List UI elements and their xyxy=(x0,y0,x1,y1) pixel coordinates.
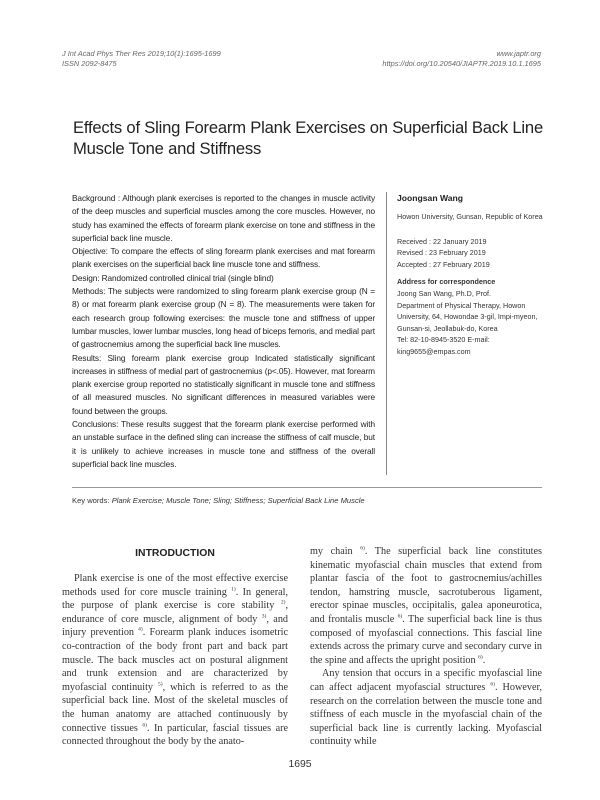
body-column-right xyxy=(310,545,542,749)
journal-website-link[interactable]: www.japtr.org xyxy=(496,49,541,58)
article-title: Effects of Sling Forearm Plank Exercises on Superficial Back Line Muscle Tone and Stiffness xyxy=(73,118,543,158)
revised-date: Revised : 23 February 2019 xyxy=(397,248,486,258)
abstract-results: Results: Sling forearm plank exercise group Indicated statistically significant increases in stiffness of medial part of gastrocnemius (p<.05). However, mat forearm plank exercise group reported no statistically significant in muscle tone and stiffness of all measured muscles. No significant differences in measured variables were found between the groups. xyxy=(72,352,375,416)
intro-paragraph-1: Plank exercise is one of the most effective exercise methods used for core muscle training $^{1)}$. In general, the purpose of plank exercise is core stability $^{2)}$, endurance of core muscle, alignment of body $^{3)}$, and injury prevention $^{4)}$. Forearm plank induces isometric co-contraction of the body front part and back part muscle. The back muscles act on postural alignment and trunk extension and are characterized by myofascial continuity $^{5)}$, which is referred to as the superficial back line. Most of the skeletal muscles of the human anatomy are attached continuously by connective tissues $^{6)}$. In particular, fascial tissues are connected throughout the body by the anato- xyxy=(62,573,289,748)
issn: ISSN 2092-8475 xyxy=(62,59,117,68)
citation-ref[interactable]: 5) xyxy=(158,681,163,688)
correspondence-tel: Tel: 82-10-8945-3520 E-mail: xyxy=(397,335,490,345)
journal-header-right xyxy=(382,49,541,69)
intro-paragraph-2: Any tension that occurs in a specific myofascial line can affect adjacent myofascial structures $^{6)}$. However, research on the correlation between the muscle tone and stiffness of each muscle in the myofascial chain of the superficial back line is currently lacking. Myofascial continuity while xyxy=(310,668,542,748)
author-sidebar xyxy=(397,192,544,358)
abstract-objective: Objective: To compare the effects of sling forearm plank exercises and mat forearm plank exercises on the superficial back line muscle tone and stiffness. xyxy=(72,246,375,270)
accepted-date: Accepted : 27 February 2019 xyxy=(397,259,490,269)
page-number: 1695 xyxy=(288,759,312,770)
citation-ref[interactable]: 3) xyxy=(261,613,267,620)
journal-header-left xyxy=(62,49,221,69)
citation-ref[interactable]: 6) xyxy=(478,654,483,661)
body-column-left xyxy=(62,572,288,749)
correspondence-heading: Address for correspondence xyxy=(397,277,496,287)
abstract-conclusions: Conclusions: These results suggest that the forearm plank exercise performed with an unstable surface in the defined sling can increase the stiffness of calf muscle, but it is unlikely to achieve increases in muscle tone and stiffness of the overall superficial back line muscles. xyxy=(72,419,375,469)
section-heading-introduction: INTRODUCTION xyxy=(135,548,215,559)
correspondence-name: Joong San Wang, Ph.D, Prof. xyxy=(397,288,492,298)
abstract-methods: Methods: The subjects were randomized to sling forearm plank exercise group (N = 8) or mat forearm plank exercise group (N = 8). The measurements were taken for each research group following exercises: the muscle tone and stiffness of upper lumbar muscles, lower lumbar muscles, long head of biceps femoris, and medial part of gastrocnemius among the superficial back line muscles. xyxy=(72,286,375,350)
keywords xyxy=(72,496,365,506)
abstract-design: Design: Randomized controlled clinical trial (single blind) xyxy=(72,272,274,283)
intro-paragraph-1-continued: my chain $^{6)}$. The superficial back line constitutes kinematic myofascial chain muscles that extend from plantar fascia of the foot to gastrocnemius/achilles tendon, hamstring muscle, sacrotuberous ligament, erector spinae muscles, occipitalis, galea aponeurotica, and frontalis muscle $^{6)}$. The superficial back line is thus composed of myofascial connections. This fascial line extends across the primary curve and secondary curve in the spine and affects the upright position $^{6)}$. xyxy=(310,545,543,666)
citation-ref[interactable]: 6) xyxy=(360,545,365,552)
abstract-divider xyxy=(72,487,542,488)
citation-ref[interactable]: 6) xyxy=(397,613,403,620)
journal-citation: J Int Acad Phys Ther Res 2019;10(1):1695-1699 xyxy=(62,49,221,58)
citation-ref[interactable]: 4) xyxy=(138,626,143,633)
abstract xyxy=(72,192,375,471)
correspondence-email[interactable]: king9655@empas.com xyxy=(397,346,471,356)
received-date: Received : 22 January 2019 xyxy=(397,236,487,246)
citation-ref[interactable]: 2) xyxy=(280,599,286,606)
citation-ref[interactable]: 6) xyxy=(142,722,147,729)
author-name: Joongsan Wang xyxy=(397,193,464,203)
abstract-background: Background : Although plank exercises is reported to the changes in muscle activity of the deep muscles and superficial muscles among the core muscles. However, no study has examined the effects of forearm plank exercise on tone and stiffness in the superficial back line muscle. xyxy=(72,193,375,243)
doi-link[interactable]: https://doi.org/10.20540/JIAPTR.2019.10.1.1695 xyxy=(382,59,541,68)
keywords-label: Key words: xyxy=(72,496,110,505)
citation-ref[interactable]: 6) xyxy=(490,681,495,688)
column-divider xyxy=(386,192,387,475)
keywords-value: Plank Exercise; Muscle Tone; Sling; Stiffness; Superficial Back Line Muscle xyxy=(111,496,365,505)
author-affiliation: Howon University, Gunsan, Republic of Korea xyxy=(397,212,543,221)
correspondence-address: Department of Physical Therapy, Howon University, 64, Howondae 3-gil, Impi-myeon, Gunsan-si, Jeollabuk-do, Korea xyxy=(397,300,538,333)
citation-ref[interactable]: 1) xyxy=(231,586,236,593)
